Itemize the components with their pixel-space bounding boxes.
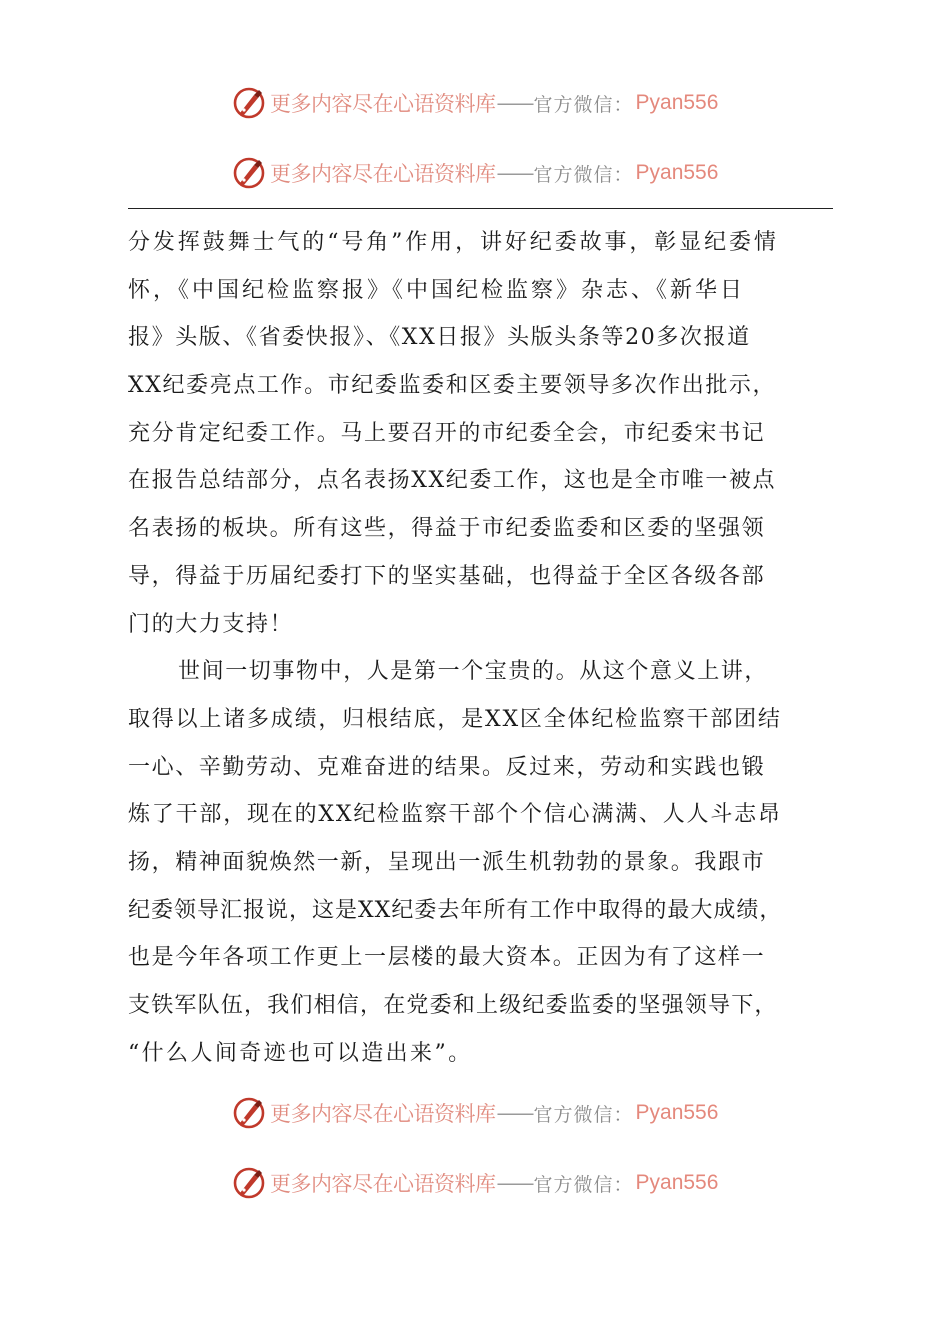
header-divider <box>128 208 833 209</box>
watermark-wechat-id: Pyan556 <box>635 1101 719 1124</box>
watermark-banner <box>232 1095 718 1131</box>
watermark-main-text: 更多内容尽在心语资料库 <box>270 1172 496 1196</box>
text-line: 炼了干部，现在的XX纪检监察干部个个信心满满、人人斗志昂 <box>128 802 782 828</box>
text-line: 扬，精神面貌焕然一新，呈现出一派生机勃勃的景象。我跟市 <box>128 849 766 875</box>
text-line: 怀，《中国纪检监察报》《中国纪检监察》杂志、《新华日 <box>128 277 746 303</box>
text-line: 导，得益于历届纪委打下的坚实基础，也得益于全区各级各部 <box>128 563 766 589</box>
watermark-dash: —— <box>496 161 533 185</box>
watermark-dash: —— <box>496 1171 533 1195</box>
watermark-banner <box>232 155 718 191</box>
watermark-main-text: 更多内容尽在心语资料库 <box>270 92 496 116</box>
text-line: 也是今年各项工作更上一层楼的最大资本。正因为有了这样一 <box>128 945 766 971</box>
watermark-wechat-id: Pyan556 <box>635 161 719 184</box>
text-line: 支铁军队伍，我们相信，在党委和上级纪委监委的坚强领导下， <box>128 993 778 1018</box>
text-line: 名表扬的板块。所有这些，得益于市纪委监委和区委的坚强领 <box>128 516 766 542</box>
watermark-main-text: 更多内容尽在心语资料库 <box>270 1102 496 1126</box>
watermark-banner <box>232 1165 718 1201</box>
watermark-sub-text: 官方微信： <box>533 93 634 116</box>
paragraph <box>128 219 848 648</box>
pen-logo-icon <box>232 156 266 190</box>
text-line: 报》头版、《省委快报》、《XX日报》头版头条等20多次报道 <box>128 325 751 351</box>
text-line: “什么人间奇迹也可以造出来”。 <box>128 1040 473 1066</box>
document-body <box>128 219 848 1077</box>
text-line: 充分肯定纪委工作。马上要召开的市纪委全会，市纪委宋书记 <box>128 420 766 446</box>
paragraph <box>128 648 848 1077</box>
watermark-wechat-id: Pyan556 <box>635 91 719 114</box>
text-line: 在报告总结部分，点名表扬XX纪委工作，这也是全市唯一被点 <box>128 468 777 494</box>
watermark-main-text: 更多内容尽在心语资料库 <box>270 162 496 186</box>
text-line: 分发挥鼓舞士气的“号角”作用，讲好纪委故事，彰显纪委情 <box>128 230 779 255</box>
watermark-sub-text: 官方微信： <box>533 1103 634 1126</box>
watermark-sub-text: 官方微信： <box>533 163 634 186</box>
watermark-dash: —— <box>496 91 533 115</box>
text-line: 纪委领导汇报说，这是XX纪委去年所有工作中取得的最大成绩， <box>128 897 783 923</box>
text-line: 取得以上诸多成绩，归根结底，是XX区全体纪检监察干部团结 <box>128 706 782 732</box>
watermark-wechat-id: Pyan556 <box>635 1171 719 1194</box>
text-line: XX纪委亮点工作。市纪委监委和区委主要领导多次作出批示， <box>128 373 777 399</box>
text-line: 一心、辛勤劳动、克难奋进的结果。反过来，劳动和实践也锻 <box>128 754 766 780</box>
watermark-sub-text: 官方微信： <box>533 1173 634 1196</box>
text-line: 世间一切事物中，人是第一个宝贵的。从这个意义上讲， <box>178 659 769 685</box>
text-line: 门的大力支持！ <box>128 611 294 637</box>
pen-logo-icon <box>232 1166 266 1200</box>
pen-logo-icon <box>232 1096 266 1130</box>
pen-logo-icon <box>232 86 266 120</box>
watermark-dash: —— <box>496 1101 533 1125</box>
watermark-banner <box>232 85 718 121</box>
